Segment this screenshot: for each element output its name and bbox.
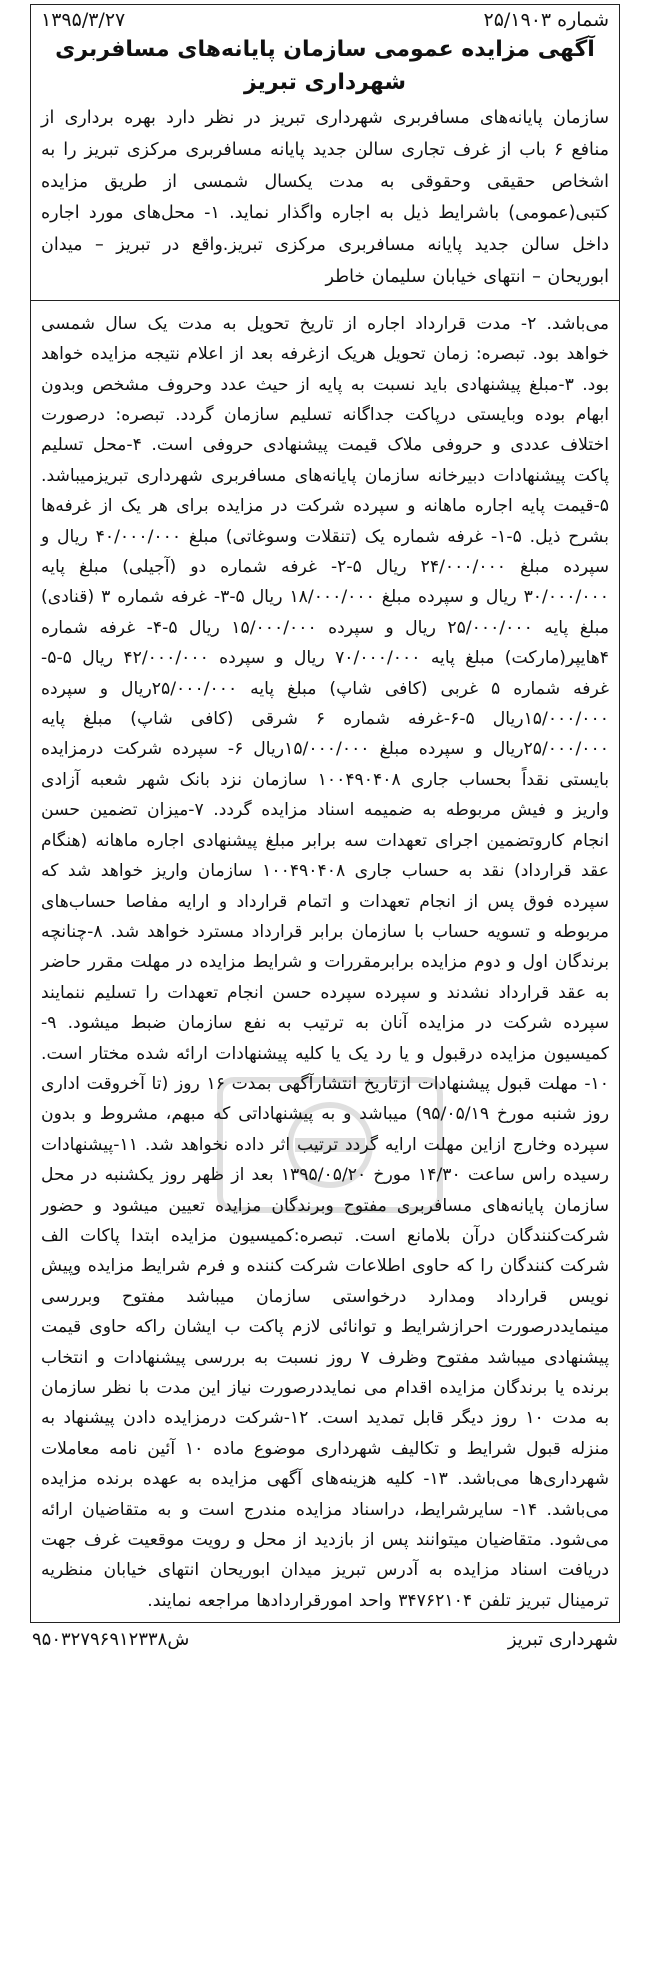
intro-paragraph: سازمان پایانه‌های مسافربری شهرداری تبریز در نظر دارد بهره برداری از منافع ۶ باب از غرف تجاری سالن جدید پایانه مسافربری مرکزی تبریز را به اشخاص حقیقی وحقوقی به مدت یکسال شمسی از طریق مزایده کتبی(عمومی) باشرایط ذیل به اجاره واگذار نماید. ۱- محل‌های مورد اجاره داخل سالن جدید پایانه مسافربری مرکزی تبریز.واقع در تبریز – میدان ابوریحان – انتهای خیابان سلیمان خاطر xyxy=(41,108,609,287)
notice-header-box xyxy=(30,4,620,300)
auction-notice xyxy=(30,4,620,1964)
conditions-box xyxy=(30,300,620,1623)
issuer-name: شهرداری تبریز xyxy=(507,1629,618,1651)
ad-code: ش۹۵۰۳۲۷۹۶۹۱۲۳۳۸ xyxy=(32,1629,190,1651)
notice-date: ۱۳۹۵/۳/۲۷ xyxy=(41,9,126,31)
conditions-paragraph: می‌باشد. ۲- مدت قرارداد اجاره از تاریخ تحویل به مدت یک سال شمسی خواهد بود. تبصره: زمان تحویل هریک ازغرفه بعد از اعلام نتیجه مزایده خواهد بود. ۳-مبلغ پیشنهادی باید نسبت به پایه از حیث عدد وحروف مشخص وبدون ابهام بوده وبایستی درپاکت جداگانه تسلیم سازمان گردد. تبصره: درصورت اختلاف عددی و حروفی ملاک قیمت پیشنهادی حروفی است. ۴-محل تسلیم پاکت پیشنهادات دبیرخانه سازمان پایانه‌های مسافربری شهرداری تبریزمیباشد. ۵-قیمت پایه اجاره ماهانه و سپرده شرکت در مزایده برای هر یک از غرفه‌ها بشرح ذیل. ۵-۱- غرفه شماره یک (تنقلات وسوغاتی) مبلغ ۴۰/۰۰۰/۰۰۰ ریال و سپرده مبلغ ۲۴/۰۰۰/۰۰۰ ریال ۵-۲- غرفه شماره دو (آجیلی) مبلغ پایه ۳۰/۰۰۰/۰۰۰ ریال و سپرده مبلغ ۱۸/۰۰۰/۰۰۰ ریال ۵-۳- غرفه شماره ۳ (قنادی) مبلغ پایه ۲۵/۰۰۰/۰۰۰ ریال و سپرده ۱۵/۰۰۰/۰۰۰ ریال ۵-۴- غرفه شماره ۴هایپر(مارکت) مبلغ پایه ۷۰/۰۰۰/۰۰۰ ریال و سپرده ۴۲/۰۰۰/۰۰۰ ریال ۵-۵-غرفه شماره ۵ غربی (کافی شاپ) مبلغ پایه ۲۵/۰۰۰/۰۰۰ریال و سپرده ۱۵/۰۰۰/۰۰۰ریال ۵-۶-غرفه شماره ۶ شرقی (کافی شاپ) مبلغ پایه ۲۵/۰۰۰/۰۰۰ریال و سپرده مبلغ ۱۵/۰۰۰/۰۰۰ریال ۶- سپرده شرکت درمزایده بایستی نقداً بحساب جاری ۱۰۰۴۹۰۴۰۸ سازمان نزد بانک شهر شعبه آزادی واریز و فیش مربوطه به ضمیمه اسناد مزایده گردد. ۷-میزان تضمین حسن انجام کاروتضمین اجرای تعهدات سه برابر مبلغ پیشنهادی اجاره ماهانه (هنگام عقد قرارداد) نقد به حساب جاری ۱۰۰۴۹۰۴۰۸ سازمان واریز خواهد شد که سپرده فوق پس از انجام تعهدات و اتمام قرارداد و ارایه مفاصا حساب‌های مربوطه و تسویه حساب با سازمان برابر قرارداد مسترد خواهد شد. ۸-چنانچه برندگان اول و دوم مزایده برابرمقررات و شرایط مزایده در مهلت مقرر حاضر به عقد قرارداد نشدند و سپرده سپرده حسن انجام تعهدات را تسلیم ننمایند سپرده شرکت در مزایده آنان به ترتیب به نفع سازمان ضبط میشود. ۹-کمیسیون مزایده درقبول و یا رد یک یا کلیه پیشنهادات ارائه شده مختار است. ۱۰- مهلت قبول پیشنهادات ازتاریخ انتشارآگهی بمدت ۱۶ روز (تا آخروقت اداری روز شنبه مورخ ۹۵/۰۵/۱۹) میباشد و به پیشنهاداتی که مبهم، مشروط و بدون سپرده وخارج ازاین مهلت ارایه گردد ترتیب اثر داده نخواهد شد. ۱۱-پیشنهادات رسیده راس ساعت ۱۴/۳۰ مورخ ۱۳۹۵/۰۵/۲۰ بعد از ظهر روز یکشنبه در محل سازمان پایانه‌های مسافربری مفتوح وبرندگان مزایده تعیین میشود و حضور شرکت‌کنندگان درآن بلامانع است. تبصره:کمیسیون مزایده ابتدا پاکات الف شرکت کنندگان را که حاوی اطلاعات شرکت کننده و فرم شرایط مزایده وپیش نویس قرارداد ومدارد درخواستی سازمان میباشد مفتوح وبررسی مینمایددرصورت احرازشرایط و توانائی لازم پاکت ب ایشان راکه حاوی قیمت پیشنهادی میباشد مفتوح وظرف ۷ روز نسبت به بررسی پیشنهادات و انتخاب برنده یا برندگان مزایده اقدام می نمایددرصورت نیاز این مدت با نظر سازمان به مدت ۱۰ روز دیگر قابل تمدید است. ۱۲-شرکت درمزایده دادن پیشنهاد به منزله قبول شرایط و تکالیف شهرداری موضوع ماده ۱۰ آئین نامه معاملات شهرداری‌ها می‌باشد. ۱۳- کلیه هزینه‌های آگهی مزایده به عهده برنده مزایده می‌باشد. ۱۴- سایرشرایط، دراسناد مزایده مندرج است و به متقاضیان ارائه می‌شود. متقاضیان میتوانند پس از بازدید از محل و رویت موقعیت غرف جهت دریافت اسناد مزایده به آدرس تبریز میدان ابوریحان انتهای خیابان منظریه ترمینال تبریز تلفن ۳۴۷۶۲۱۰۴ واحد امورقراردادها مراجعه نمایند. xyxy=(41,313,610,1611)
notice-subtitle: شهرداری تبریز xyxy=(243,70,407,95)
notice-title: آگهی مزایده عمومی سازمان پایانه‌های مسافربری xyxy=(55,37,595,62)
notice-number: شماره ۲۵/۱۹۰۳ xyxy=(483,9,609,31)
notice-footer xyxy=(30,1623,620,1650)
meta-row xyxy=(41,9,609,31)
